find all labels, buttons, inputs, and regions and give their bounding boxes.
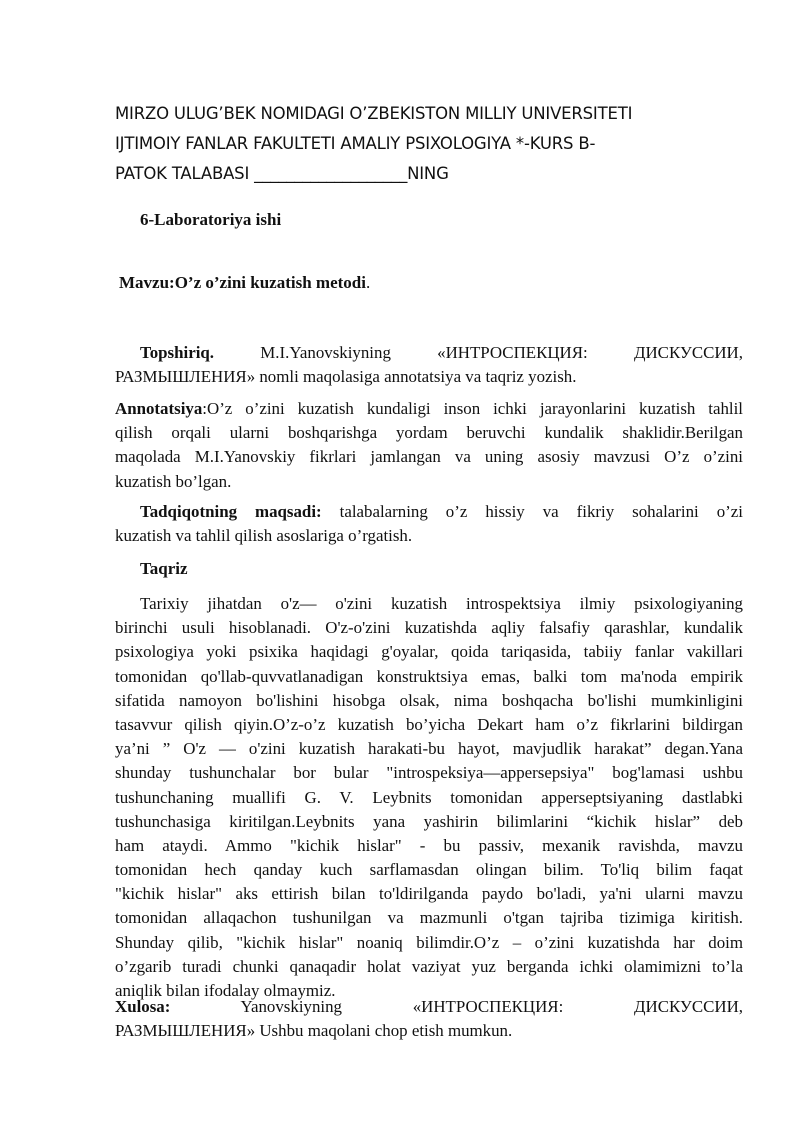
heading-line: PATOK TALABASI ___________________NING xyxy=(115,164,449,183)
review-line: ham ataydi. Ammo "kichik hislar" - bu passiv, mexanik ravishda, mavzu xyxy=(115,835,743,855)
review-line: Shunday qilib, "kichik hislar" noaniq bilimdir.O’z – o’zini kuzatishda har doim xyxy=(115,932,743,952)
goal-line: kuzatish va tahlil qilish asoslariga o’rgatish. xyxy=(115,526,413,546)
review-title: Taqriz xyxy=(140,559,188,578)
review-line: tushunchaning muallifi G. V. Leybnits tomonidan apperseptsiyaning dastlabki xyxy=(115,787,743,807)
heading-line: IJTIMOIY FANLAR FAKULTETI AMALIY PSIXOLOGIYA *-KURS B- xyxy=(115,134,596,153)
topic-label: Mavzu:O’z o’zini kuzatish metodi xyxy=(119,273,366,292)
annotation-line xyxy=(115,397,743,421)
goal-line xyxy=(115,500,743,524)
goal-text: talabalarning o’z hissiy va fikriy sohalarini o’zi xyxy=(321,502,743,521)
annotation-line: qilish orqali ularni boshqarishga yordam beruvchi kundalik shaklidir.Berilgan xyxy=(115,423,743,443)
review-line: tomonidan hech qanday kuch sarflamasdan olingan bilim. To'liq bilim faqat xyxy=(115,860,743,880)
topic-suffix: . xyxy=(365,273,371,292)
lab-title: 6-Laboratoriya ishi xyxy=(140,210,282,229)
task-label: Topshiriq. xyxy=(140,343,215,362)
review-line: tomonidan qo'llab-quvvatlanadigan konstruktsiya emas, balki tom ma'noda empirik xyxy=(115,666,743,686)
heading-line: MIRZO ULUG’BEK NOMIDAGI O’ZBEKISTON MILLIY UNIVERSITETI xyxy=(115,104,633,123)
university-heading xyxy=(115,99,715,189)
task-text: M.I.Yanovskiyning «ИНТРОСПЕКЦИЯ: ДИСКУССИИ, xyxy=(260,343,743,362)
review-line: birinchi usuli hisoblanadi. O'z-o'zini kuzatishda aqliy falsafiy qarashlar, kundalik xyxy=(115,618,743,638)
topic-line xyxy=(119,273,370,293)
review-line: tushunchasiga kiritilgan.Leybnits yana yashirin bilimlarini “kichik hislar” deb xyxy=(115,811,743,831)
annotation-label: Annotatsiya xyxy=(115,399,203,418)
review-line: tomonidan allaqachon tushunilgan va mazmunli o'tgan tajriba tizimiga kiritish. xyxy=(115,908,743,928)
review-line: o’zgarib turadi chunki qanaqadir holat vaziyat yuz berganda ichki olamimizni to’la xyxy=(115,956,743,976)
conclusion-line: РАЗМЫШЛЕНИЯ» Ushbu maqolani chop etish mumkun. xyxy=(115,1021,513,1041)
task-paragraph xyxy=(115,341,743,389)
task-line: РАЗМЫШЛЕНИЯ» nomli maqolasiga annotatsiya va taqriz yozish. xyxy=(115,367,577,387)
conclusion-text: Yanovskiyning «ИНТРОСПЕКЦИЯ: ДИСКУССИИ, xyxy=(170,997,743,1016)
annotation-line: maqolada M.I.Yanovskiy fikrlari jamlangan va uning asosiy mavzusi O’z o’zini xyxy=(115,447,743,467)
goal-label: Tadqiqotning maqsadi: xyxy=(140,502,322,521)
review-line: tasavvur qilish qiyin.O’z-o’z kuzatish bo’yicha Dekart ham o’z fikrlarini bildirgan xyxy=(115,714,743,734)
review-line: Tarixiy jihatdan o'z— o'zini kuzatish introspektsiya ilmiy psixologiyaning xyxy=(140,594,743,613)
conclusion-label: Xulosa: xyxy=(115,997,171,1016)
review-line: psixologiya yoki psixika haqidagi g'oyalar, qoida tariqasida, tabiiy fanlar vakillari xyxy=(115,642,743,662)
task-line xyxy=(115,341,743,365)
annotation-paragraph xyxy=(115,397,743,494)
review-paragraph xyxy=(115,592,743,1003)
review-line: ya’ni ” O'z — o'zini kuzatish harakati-bu hayot, mavjudlik harakat” degan.Yana xyxy=(115,739,743,759)
review-line: "kichik hislar" aks ettirish bilan to'ldirilganda paydo bo'ladi, ya'ni ularni mavzu xyxy=(115,884,743,904)
review-line: aniqlik bilan ifodalay olmaymiz. xyxy=(115,981,336,1000)
goal-paragraph xyxy=(115,500,743,548)
annotation-line: kuzatish bo’lgan. xyxy=(115,471,232,491)
conclusion-paragraph xyxy=(115,995,743,1043)
conclusion-line xyxy=(115,995,743,1019)
review-line: shunday tushunchalar bor bular "introspeksiya—appersepsiya" bog'lamasi ushbu xyxy=(115,763,743,783)
annotation-text: :O’z o’zini kuzatish kundaligi inson ichki jarayonlarini kuzatish tahlil xyxy=(202,399,743,418)
review-line: sifatida namoyon bo'lishini hisobga olsak, nima boshqacha bo'lishi mumkinligini xyxy=(115,690,743,710)
